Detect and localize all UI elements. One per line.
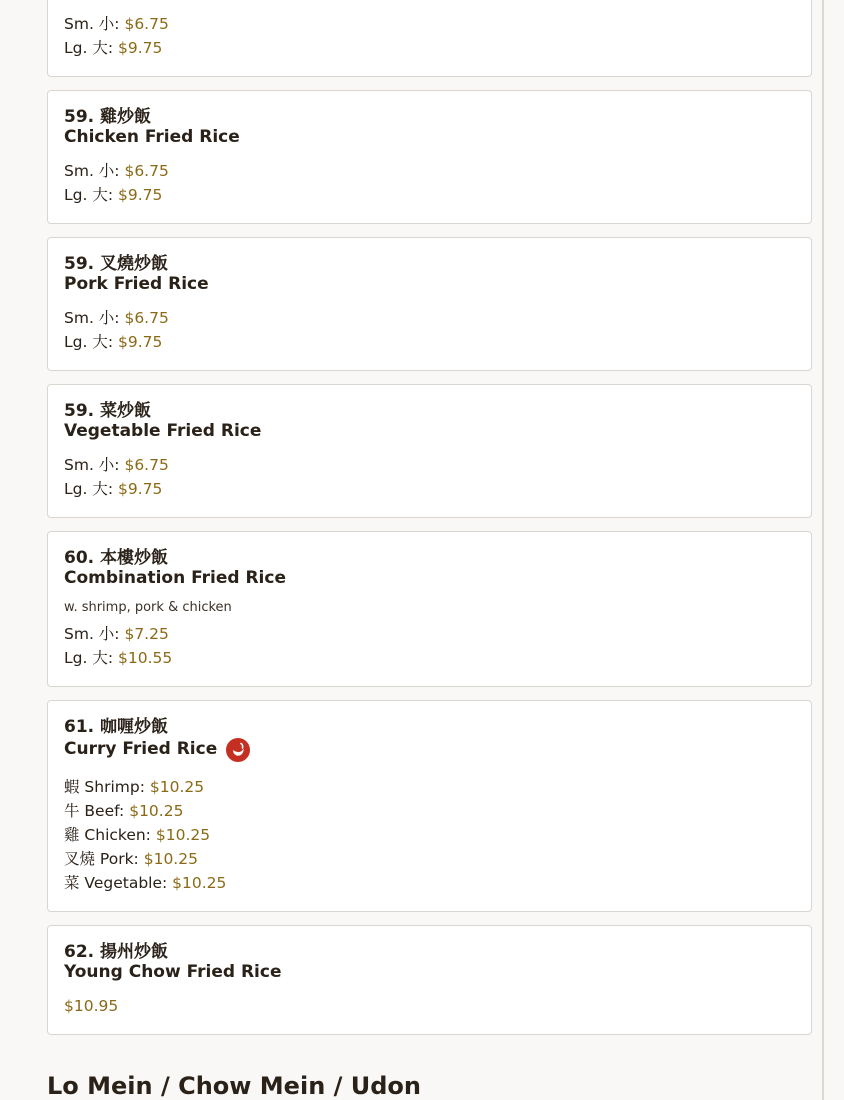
menu-item-card[interactable] [47,90,812,224]
price-value: $10.55 [118,649,173,667]
price-list [64,12,795,76]
price-label: Sm. 小: [64,625,120,643]
price-list [64,159,795,223]
price-label: Lg. 大: [64,39,114,57]
price-row [64,159,795,183]
dish-name [64,962,795,982]
price-row [64,477,795,501]
price-label: Sm. 小: [64,162,120,180]
price-list [64,775,795,911]
menu-item-card[interactable] [47,700,812,912]
price-value: $9.75 [118,333,163,351]
price-list [64,994,795,1034]
price-value: $6.75 [124,162,169,180]
price-value: $10.25 [172,874,227,892]
price-row [64,823,795,847]
price-label: 蝦 Shrimp: [64,778,145,796]
price-row [64,994,795,1018]
price-row [64,847,795,871]
price-row [64,183,795,207]
menu-item-card[interactable] [47,531,812,687]
menu-item-card[interactable] [47,925,812,1035]
dish-name [64,421,795,441]
dish-description: w. shrimp, pork & chicken [64,600,232,615]
page-edge-divider [822,0,824,1100]
menu-items-list [47,0,812,1048]
price-label: Sm. 小: [64,456,120,474]
price-row [64,799,795,823]
price-row [64,775,795,799]
price-value: $6.75 [124,456,169,474]
price-value: $10.25 [149,778,205,796]
price-label: 雞 Chicken: [64,826,151,844]
price-value: $6.75 [124,15,169,33]
price-value: $7.25 [124,625,169,643]
price-value: $6.75 [124,309,169,327]
price-row [64,306,795,330]
price-label: Lg. 大: [64,649,114,667]
price-value: $9.75 [118,480,163,498]
price-row [64,12,795,36]
dish-name-text: Chicken Fried Rice [64,127,240,147]
dish-name [64,274,795,294]
dish-number: 59. 雞炒飯 [64,107,152,127]
price-label: 叉燒 Pork: [64,850,139,868]
price-row [64,871,795,895]
chili-pepper-icon [226,738,250,762]
dish-name-text: Young Chow Fried Rice [64,962,282,982]
price-row [64,646,795,670]
dish-name-text: Combination Fried Rice [64,568,286,588]
price-value: $10.25 [143,850,198,868]
dish-name [64,127,795,147]
dish-number: 61. 咖喱炒飯 [64,717,169,737]
dish-name [64,737,795,761]
price-label: Lg. 大: [64,480,114,498]
price-label: Sm. 小: [64,15,120,33]
price-label: Lg. 大: [64,186,114,204]
dish-number: 59. 叉燒炒飯 [64,254,169,274]
price-row [64,622,795,646]
dish-name [64,568,795,588]
dish-name-text: Pork Fried Rice [64,274,209,294]
price-list [64,453,795,517]
price-list [64,306,795,370]
dish-number: 59. 菜炒飯 [64,401,152,421]
price-value: $9.75 [118,186,163,204]
price-label: Sm. 小: [64,309,120,327]
dish-number: 60. 本樓炒飯 [64,548,169,568]
menu-item-card[interactable] [47,384,812,518]
price-label: 牛 Beef: [64,802,125,820]
price-list [64,622,795,686]
price-row [64,330,795,354]
section-title: Lo Mein / Chow Mein / Udon [47,1072,421,1100]
dish-number: 62. 揚州炒飯 [64,942,169,962]
price-row [64,36,795,60]
price-value: $10.95 [64,997,119,1015]
menu-item-card[interactable] [47,237,812,371]
price-label: Lg. 大: [64,333,114,351]
price-value: $10.25 [129,802,184,820]
dish-name-text: Vegetable Fried Rice [64,421,262,441]
menu-item-card[interactable] [47,0,812,77]
price-label: 菜 Vegetable: [64,874,168,892]
dish-name-text: Curry Fried Rice [64,739,218,759]
price-value: $10.25 [155,826,211,844]
price-row [64,453,795,477]
price-value: $9.75 [118,39,163,57]
